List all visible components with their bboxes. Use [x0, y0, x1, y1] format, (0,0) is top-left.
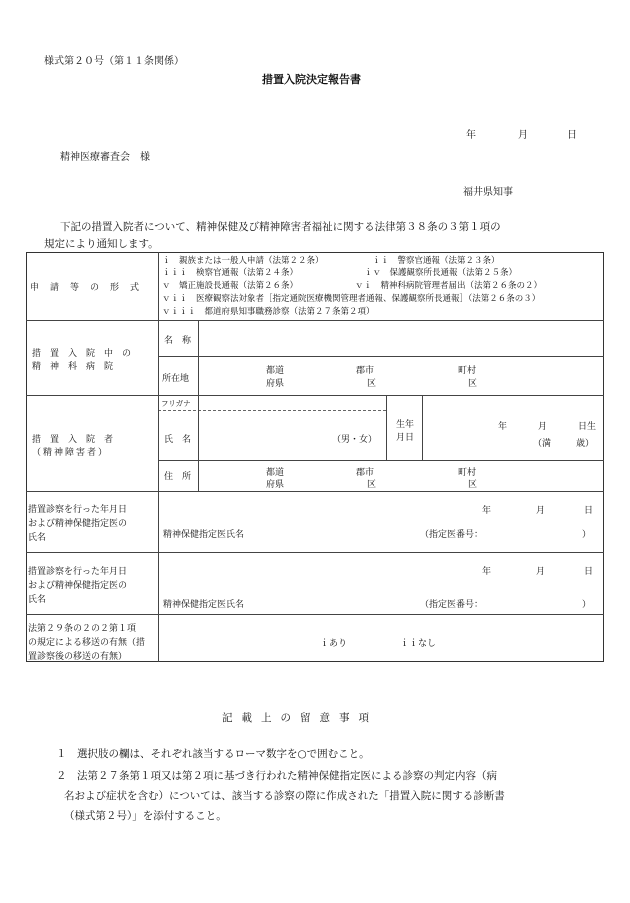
- exam-month: 月: [536, 567, 546, 577]
- exam1-label-2: および精神保健指定医の: [28, 519, 128, 529]
- transfer-no-option: ｉｉなし: [400, 639, 437, 649]
- doctor-number-label: （指定医番号：: [420, 600, 484, 610]
- hospital-label-1: 措 置 入 院 中 の: [32, 349, 132, 359]
- option-6: ｖｉ 精神科病院管理者届出（法第２６条の２）: [355, 281, 543, 291]
- address-unit: 都道: [266, 366, 285, 376]
- row-divider: [158, 460, 604, 461]
- exam-day: 日: [584, 567, 594, 577]
- application-type-label: 申 請 等 の 形 式: [30, 283, 141, 293]
- age-open: （満: [533, 439, 552, 449]
- note-item-2-line-2: 名および症状を含む）については、該当する診察の際に作成された「措置入院に関する診断書: [64, 790, 505, 802]
- patient-label-2: （精神障害者）: [32, 448, 110, 458]
- address-unit: 区: [468, 480, 478, 490]
- hospital-name-label: 名 称: [164, 336, 192, 346]
- option-3: ｉｉｉ 検察官通報（法第２４条）: [162, 268, 299, 278]
- column-divider: [158, 252, 159, 662]
- option-5: ｖ 矯正施設長通報（法第２６条）: [162, 281, 299, 291]
- date-month: 月: [518, 130, 528, 141]
- row-divider: [26, 395, 604, 396]
- address-unit: 郡市: [356, 468, 375, 478]
- doctor-name-label: 精神保健指定医氏名: [163, 600, 245, 610]
- address-unit: 区: [367, 480, 377, 490]
- note-item-1: １ 選択肢の欄は、それぞれ該当するローマ数字を○で囲むこと。: [56, 748, 370, 760]
- option-2: ｉｉ 警察官通報（法第２３条）: [372, 256, 500, 266]
- exam2-label-3: 氏名: [28, 595, 47, 605]
- patient-address-label: 住 所: [164, 472, 192, 482]
- transfer-label-3: 置診察後の移送の有無）: [28, 652, 128, 662]
- column-divider: [198, 395, 199, 491]
- birth-label-2: 月日: [396, 433, 415, 443]
- sender: 福井県知事: [463, 187, 513, 198]
- exam-day: 日: [584, 506, 594, 516]
- birth-day: 日生: [578, 422, 597, 432]
- doctor-name-label: 精神保健指定医氏名: [163, 530, 245, 540]
- transfer-label-1: 法第２９条の２の２第１項: [28, 624, 137, 634]
- note-item-2-line-1: ２ 法第２７条第１項又は第２項に基づき行われた精神保健指定医による診察の判定内容（病: [56, 770, 497, 782]
- exam-year: 年: [482, 567, 492, 577]
- column-divider: [422, 395, 423, 460]
- patient-label-1: 措 置 入 院 者: [32, 435, 114, 445]
- addressee: 精神医療審査会 様: [60, 152, 150, 163]
- notes-heading: 記載上の留意事項: [222, 712, 378, 724]
- birth-month: 月: [538, 422, 548, 432]
- doctor-number-close: ）: [582, 530, 592, 540]
- row-divider: [26, 320, 604, 321]
- row-divider: [26, 614, 604, 615]
- furigana-divider: [158, 410, 386, 411]
- option-7: ｖｉｉ 医療観察法対象者［指定通院医療機関管理者通報、保護観察所長通報］（法第２６条の３）: [162, 294, 541, 304]
- exam2-label-2: および精神保健指定医の: [28, 581, 128, 591]
- date-year: 年: [466, 130, 476, 141]
- address-unit: 区: [367, 379, 377, 389]
- address-unit: 府県: [266, 480, 285, 490]
- intro-line-2: 規定により通知します。: [44, 238, 159, 250]
- exam1-label-1: 措置診察を行った年月日: [28, 505, 128, 515]
- option-1: ｉ 親族または一般人申請（法第２２条）: [162, 256, 324, 266]
- address-unit: 府県: [266, 379, 285, 389]
- patient-name-label: 氏 名: [164, 435, 192, 445]
- option-8: ｖｉｉｉ 都道府県知事職務診察（法第２７条第２項）: [162, 307, 375, 317]
- intro-line-1: 下記の措置入院者について、精神保健及び精神障害者福祉に関する法律第３８条の３第１項の: [60, 221, 501, 233]
- note-item-2-line-3: （様式第２号）」を添付すること。: [64, 810, 227, 822]
- address-unit: 都道: [266, 468, 285, 478]
- row-divider: [26, 552, 604, 553]
- age-close: 歳）: [576, 439, 595, 449]
- transfer-label-2: の規定による移送の有無（措: [28, 638, 146, 648]
- column-divider: [198, 320, 199, 395]
- exam-month: 月: [536, 506, 546, 516]
- column-divider: [386, 395, 387, 460]
- address-unit: 町村: [458, 366, 477, 376]
- doctor-number-close: ）: [582, 600, 592, 610]
- gender-options: （男・女）: [332, 435, 378, 445]
- exam1-label-3: 氏名: [28, 533, 47, 543]
- document-title: 措置入院決定報告書: [262, 73, 361, 86]
- form-number: 様式第２０号（第１１条関係）: [44, 56, 184, 67]
- exam-year: 年: [482, 506, 492, 516]
- address-unit: 町村: [458, 468, 477, 478]
- option-4: ｉｖ 保護観察所長通報（法第２５条）: [364, 268, 518, 278]
- birth-label-1: 生年: [396, 420, 415, 430]
- doctor-number-label: （指定医番号：: [420, 530, 484, 540]
- hospital-location-label: 所在地: [162, 374, 190, 384]
- transfer-yes-option: ｉあり: [320, 639, 348, 649]
- furigana-label: フリガナ: [161, 399, 191, 408]
- hospital-label-2: 精 神 科 病 院: [32, 362, 114, 372]
- date-day: 日: [567, 130, 577, 141]
- row-divider: [26, 491, 604, 492]
- address-unit: 区: [468, 379, 478, 389]
- exam2-label-1: 措置診察を行った年月日: [28, 567, 128, 577]
- address-unit: 郡市: [356, 366, 375, 376]
- row-divider: [158, 356, 604, 357]
- birth-year: 年: [498, 422, 508, 432]
